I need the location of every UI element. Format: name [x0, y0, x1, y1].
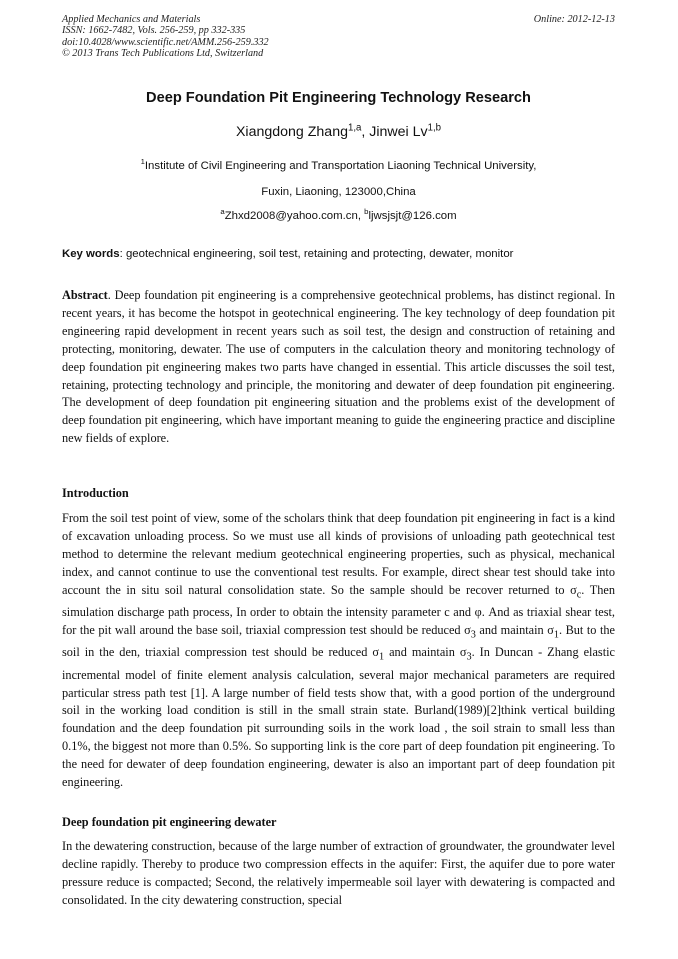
author-1: Xiangdong Zhang: [235, 124, 348, 140]
author-line: [62, 124, 615, 140]
keywords: [62, 248, 615, 260]
affiliation-line-2: Fuxin, Liaoning, 123000,China: [261, 186, 416, 198]
author-separator: ,: [361, 124, 370, 140]
intro-text-2: . Then simulation discharge path process, In order to obtain the intensity parameter c and φ. And as triaxial shear test, for the pit wall around the base soil, triaxial compression test should be reduced: [62, 582, 615, 637]
sigma-subscript: 1: [379, 651, 385, 663]
email-marker-a: a: [220, 207, 225, 217]
introduction-paragraph: [62, 510, 615, 792]
abstract-label: Abstract: [62, 288, 108, 302]
email-b: ljwsjsjt@126.com: [368, 210, 457, 222]
intro-text-3: and maintain: [475, 622, 548, 637]
sigma-subscript: 3: [466, 651, 472, 663]
sigma-symbol: σ: [372, 645, 379, 660]
email-marker-b: b: [364, 207, 369, 217]
doi-line: doi:10.4028/www.scientific.net/AMM.256-259.332: [62, 36, 269, 48]
author-2: Jinwei Lv: [369, 124, 428, 140]
online-date: Online: 2012-12-13: [533, 14, 615, 25]
affiliation-institute: Institute of Civil Engineering and Transportation Liaoning Technical University,: [144, 160, 537, 172]
sigma-subscript: 1: [553, 629, 559, 641]
affiliation-marker: 1: [140, 157, 145, 167]
intro-text-6: . In Duncan - Zhang elastic incremental model of finite element analysis calculation, several major mechanical parameters are required particular stress path test [1]. A large number of field tests show that, with a good portion of the underground soil in the working load condition is still in the small strain state. Burland(1989)[2]think vertical building foundation and the deep foundation pit surrounding soils in the work load , the soil strain to small less than 0.1%, the biggest not more than 0.5%. So supporting link is the core part of deep foundation pit engineering. To the need for dewater of deep foundation engineering, dewater is also an important part of deep foundation pit engineering.: [62, 645, 615, 790]
introduction-heading: Introduction: [62, 486, 129, 500]
email-line: [62, 207, 615, 222]
author-1-affiliation: 1,a: [347, 122, 362, 134]
sigma-symbol: σ: [547, 622, 554, 637]
sigma-symbol: σ: [570, 582, 577, 597]
sigma-subscript: 3: [470, 629, 476, 641]
author-2-affiliation: 1,b: [427, 122, 442, 134]
abstract-text: . Deep foundation pit engineering is a comprehensive geotechnical problems, has distinct regional. In recent years, it has become the hotspot in geotechnical engineering. The key technology of deep foundation pit engineering rapid development in recent years such as soil test, the design and construction of retaining and protecting, monitoring, dewater. The use of computers in the calculation theory and monitoring technology of deep foundation pit engineering makes two parts have changed in essential. This article discusses the soil test, retaining, protecting technology and principle, the monitoring and dewater of deep foundation pit engineering. The development of deep foundation pit engineering situation and the problems exist of the development of deep foundation pit engineering, which have important meaning to guide the engineering practice and discipline new fields of explore.: [62, 288, 615, 446]
journal-name: Applied Mechanics and Materials: [62, 14, 201, 25]
paper-title: Deep Foundation Pit Engineering Technology Research: [146, 90, 531, 106]
intro-text-1: From the soil test point of view, some of the scholars think that deep foundation pit engineering in fact is a kind of excavation unloading process. So we must use all kinds of provisions of unloading path geotechnical test method to determine the relevant medium geotechnical engineering properties, such as physical, mechanical index, and cannot continue to use the conventional test results. For example, direct shear test should take into account the in situ soil natural consolidation state. So the sample should be recover returned to: [62, 511, 615, 597]
intro-text-5: and maintain: [384, 645, 460, 660]
sigma-symbol: σ: [459, 645, 467, 660]
intro-text-4: . But to the soil in the den, triaxial compression test should be reduced: [62, 622, 615, 660]
copyright-line: © 2013 Trans Tech Publications Ltd, Switzerland: [62, 48, 264, 60]
email-a: Zhxd2008@yahoo.com.cn,: [224, 210, 365, 222]
dewater-paragraph: In the dewatering construction, because of the large number of extraction of groundwater, the groundwater level decline rapidly. Thereby to produce two compression effects in the aquifer: First, the aquifer due to pore water pressure reduce is compacted; Second, the relatively impermeable soil layer with dewatering is compacted and consolidated. In the city dewatering construction, special: [62, 839, 615, 907]
issn-line: ISSN: 1662-7482, Vols. 256-259, pp 332-335: [62, 25, 246, 37]
keywords-text: : geotechnical engineering, soil test, retaining and protecting, dewater, monitor: [119, 248, 514, 260]
abstract: [62, 287, 615, 448]
sigma-symbol: σ: [464, 622, 471, 637]
sigma-subscript: c: [576, 589, 582, 601]
dewater-heading: Deep foundation pit engineering dewater: [62, 815, 277, 829]
keywords-label: Key words: [62, 248, 120, 260]
affiliation-line-1: [62, 157, 615, 172]
journal-header: [62, 14, 615, 60]
